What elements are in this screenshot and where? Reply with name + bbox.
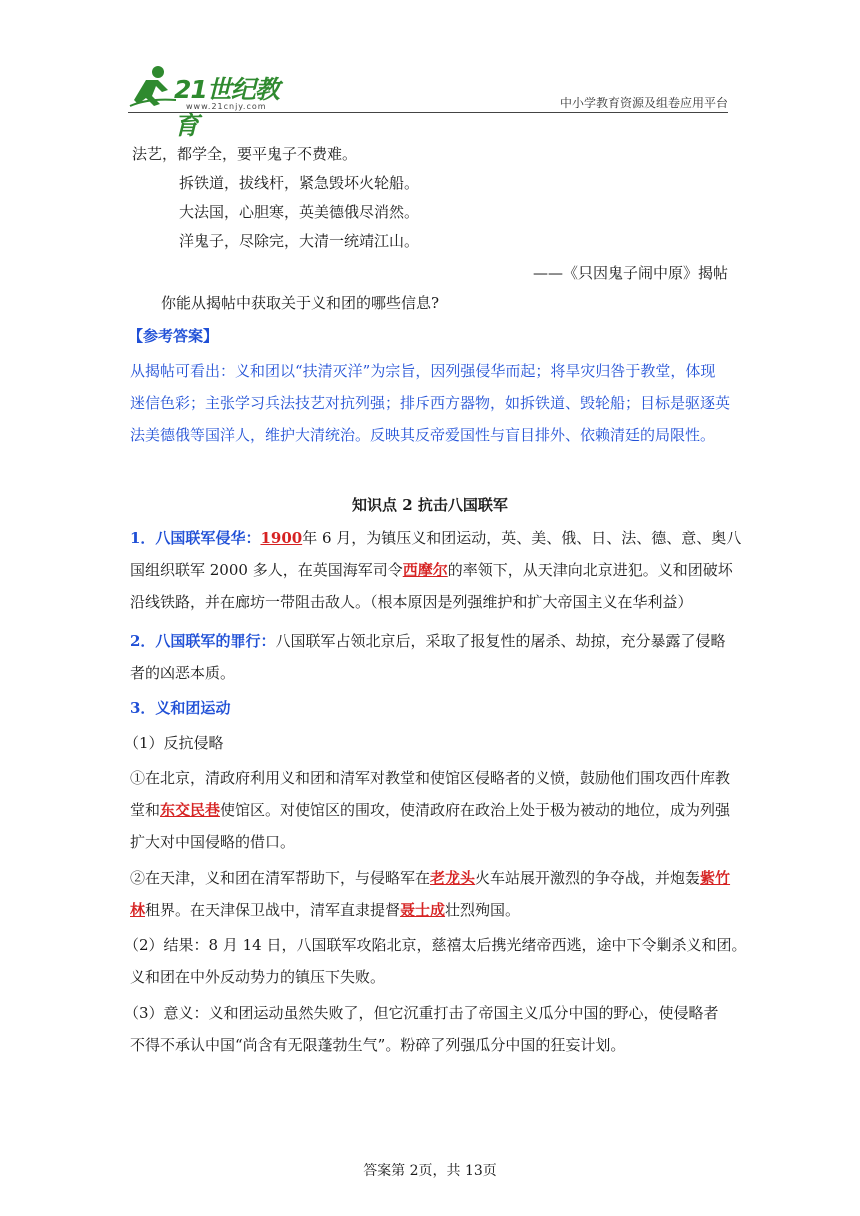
runner-icon (128, 64, 178, 108)
answer-line: 迷信色彩；主张学习兵法技艺对抗列强；排斥西方器物，如拆铁道、毁轮船；目标是驱逐英 (130, 394, 731, 412)
p2-label: 2．八国联军的罪行： (130, 632, 276, 650)
poem-source: ——《只因鬼子闹中原》揭帖 (532, 264, 728, 282)
answer-line: 法美德俄等国洋人，维护大清统治。反映其反帝爱国性与盲目排外、依赖清廷的局限性。 (130, 426, 716, 444)
logo-text: 21世纪教育 (174, 75, 279, 140)
paragraph-1-line-2 (130, 559, 733, 581)
poem-line: 洋鬼子，尽除完，大清一统靖江山。 (179, 232, 420, 250)
paragraph-2-line-1 (130, 630, 725, 652)
p1-label: 1．八国联军侵华： (130, 529, 261, 547)
header-platform-text: 中小学教育资源及组卷应用平台 (559, 96, 728, 110)
text: 火车站展开激烈的争夺战，并炮轰 (475, 869, 701, 887)
header-divider (128, 112, 728, 113)
text: 使馆区。对使馆区的围攻，使清政府在政治上处于极为被动的地位，成为列强 (220, 801, 731, 819)
resist-a-line-2 (130, 799, 730, 821)
paragraph-2-line-2: 者的凶恶本质。 (130, 664, 236, 682)
question: 你能从揭帖中获取关于义和团的哪些信息? (161, 294, 440, 312)
text: 堂和 (130, 801, 161, 819)
text: ②在天津，义和团在清军帮助下，与侵略军在 (130, 869, 431, 887)
p2-text: 八国联军占领北京后，采取了报复性的屠杀、劫掠，充分暴露了侵略 (275, 632, 726, 650)
page-header (128, 62, 728, 140)
commander-highlight: 西摩尔 (402, 561, 448, 579)
significance-line-1: （3）意义：义和团运动虽然失败了，但它沉重打击了帝国主义瓜分中国的野心，使侵略者 (124, 1004, 719, 1022)
resist-b-line-2 (130, 899, 520, 921)
poem-line: 拆铁道，拔线杆，紧急毁坏火轮船。 (179, 174, 420, 192)
text: 壮烈殉国。 (445, 901, 521, 919)
poem-line: 大法国，心胆寒，英美德俄尽消然。 (179, 203, 420, 221)
resist-a-line-1: ①在北京，清政府利用义和团和清军对教堂和使馆区侵略者的义愤，鼓励他们围攻西什库教 (130, 769, 731, 787)
result-line-2: 义和团在中外反动势力的镇压下失败。 (130, 968, 386, 986)
paragraph-1-line-3: 沿线铁路，并在廊坊一带阻击敌人。（根本原因是列强维护和扩大帝国主义在华利益） (130, 593, 693, 611)
zizhulin-highlight: 紫竹 (700, 869, 731, 887)
text: 租界。在天津保卫战中，清军直隶提督 (145, 901, 401, 919)
resist-b-line-1 (130, 867, 730, 889)
zizhulin-highlight: 林 (130, 901, 146, 919)
answer-line: 从揭帖可看出：义和团以“扶清灭洋”为宗旨，因列强侵华而起；将旱灾归咎于教堂，体现 (130, 362, 716, 380)
answer-label: 【参考答案】 (128, 327, 219, 345)
poem-line: 法艺，都学全，要平鬼子不费难。 (132, 145, 358, 163)
page-footer: 答案第 2页，共 13页 (363, 1163, 497, 1179)
section-title: 知识点 2 抗击八国联军 (352, 496, 508, 514)
p1-text: 国组织联军 2000 多人，在英国海军司令 (130, 561, 403, 579)
p3-label: 3．义和团运动 (130, 699, 231, 717)
logo (128, 62, 298, 140)
p1-text: 年 6 月，为镇压义和团运动，英、美、俄、日、法、德、意、奥八 (302, 529, 742, 547)
resist-a-line-3: 扩大对中国侵略的借口。 (130, 833, 296, 851)
nie-highlight: 聂士成 (400, 901, 446, 919)
result-line-1: （2）结果：8 月 14 日，八国联军攻陷北京，慈禧太后携光绪帝西逃，途中下令剿杀义和团。 (124, 936, 747, 954)
p1-text: 的率领下，从天津向北京进犯。义和团破坏 (447, 561, 733, 579)
paragraph-1-line-1 (130, 527, 741, 549)
significance-line-2: 不得不承认中国“尚含有无限蓬勃生气”。粉碎了列强瓜分中国的狂妄计划。 (130, 1036, 626, 1054)
dongjiao-highlight: 东交民巷 (160, 801, 221, 819)
year-highlight: 1900 (260, 529, 303, 547)
laolongtou-highlight: 老龙头 (430, 869, 476, 887)
logo-url: www.21cnjy.com (186, 102, 267, 111)
sub-heading: （1）反抗侵略 (124, 734, 224, 752)
